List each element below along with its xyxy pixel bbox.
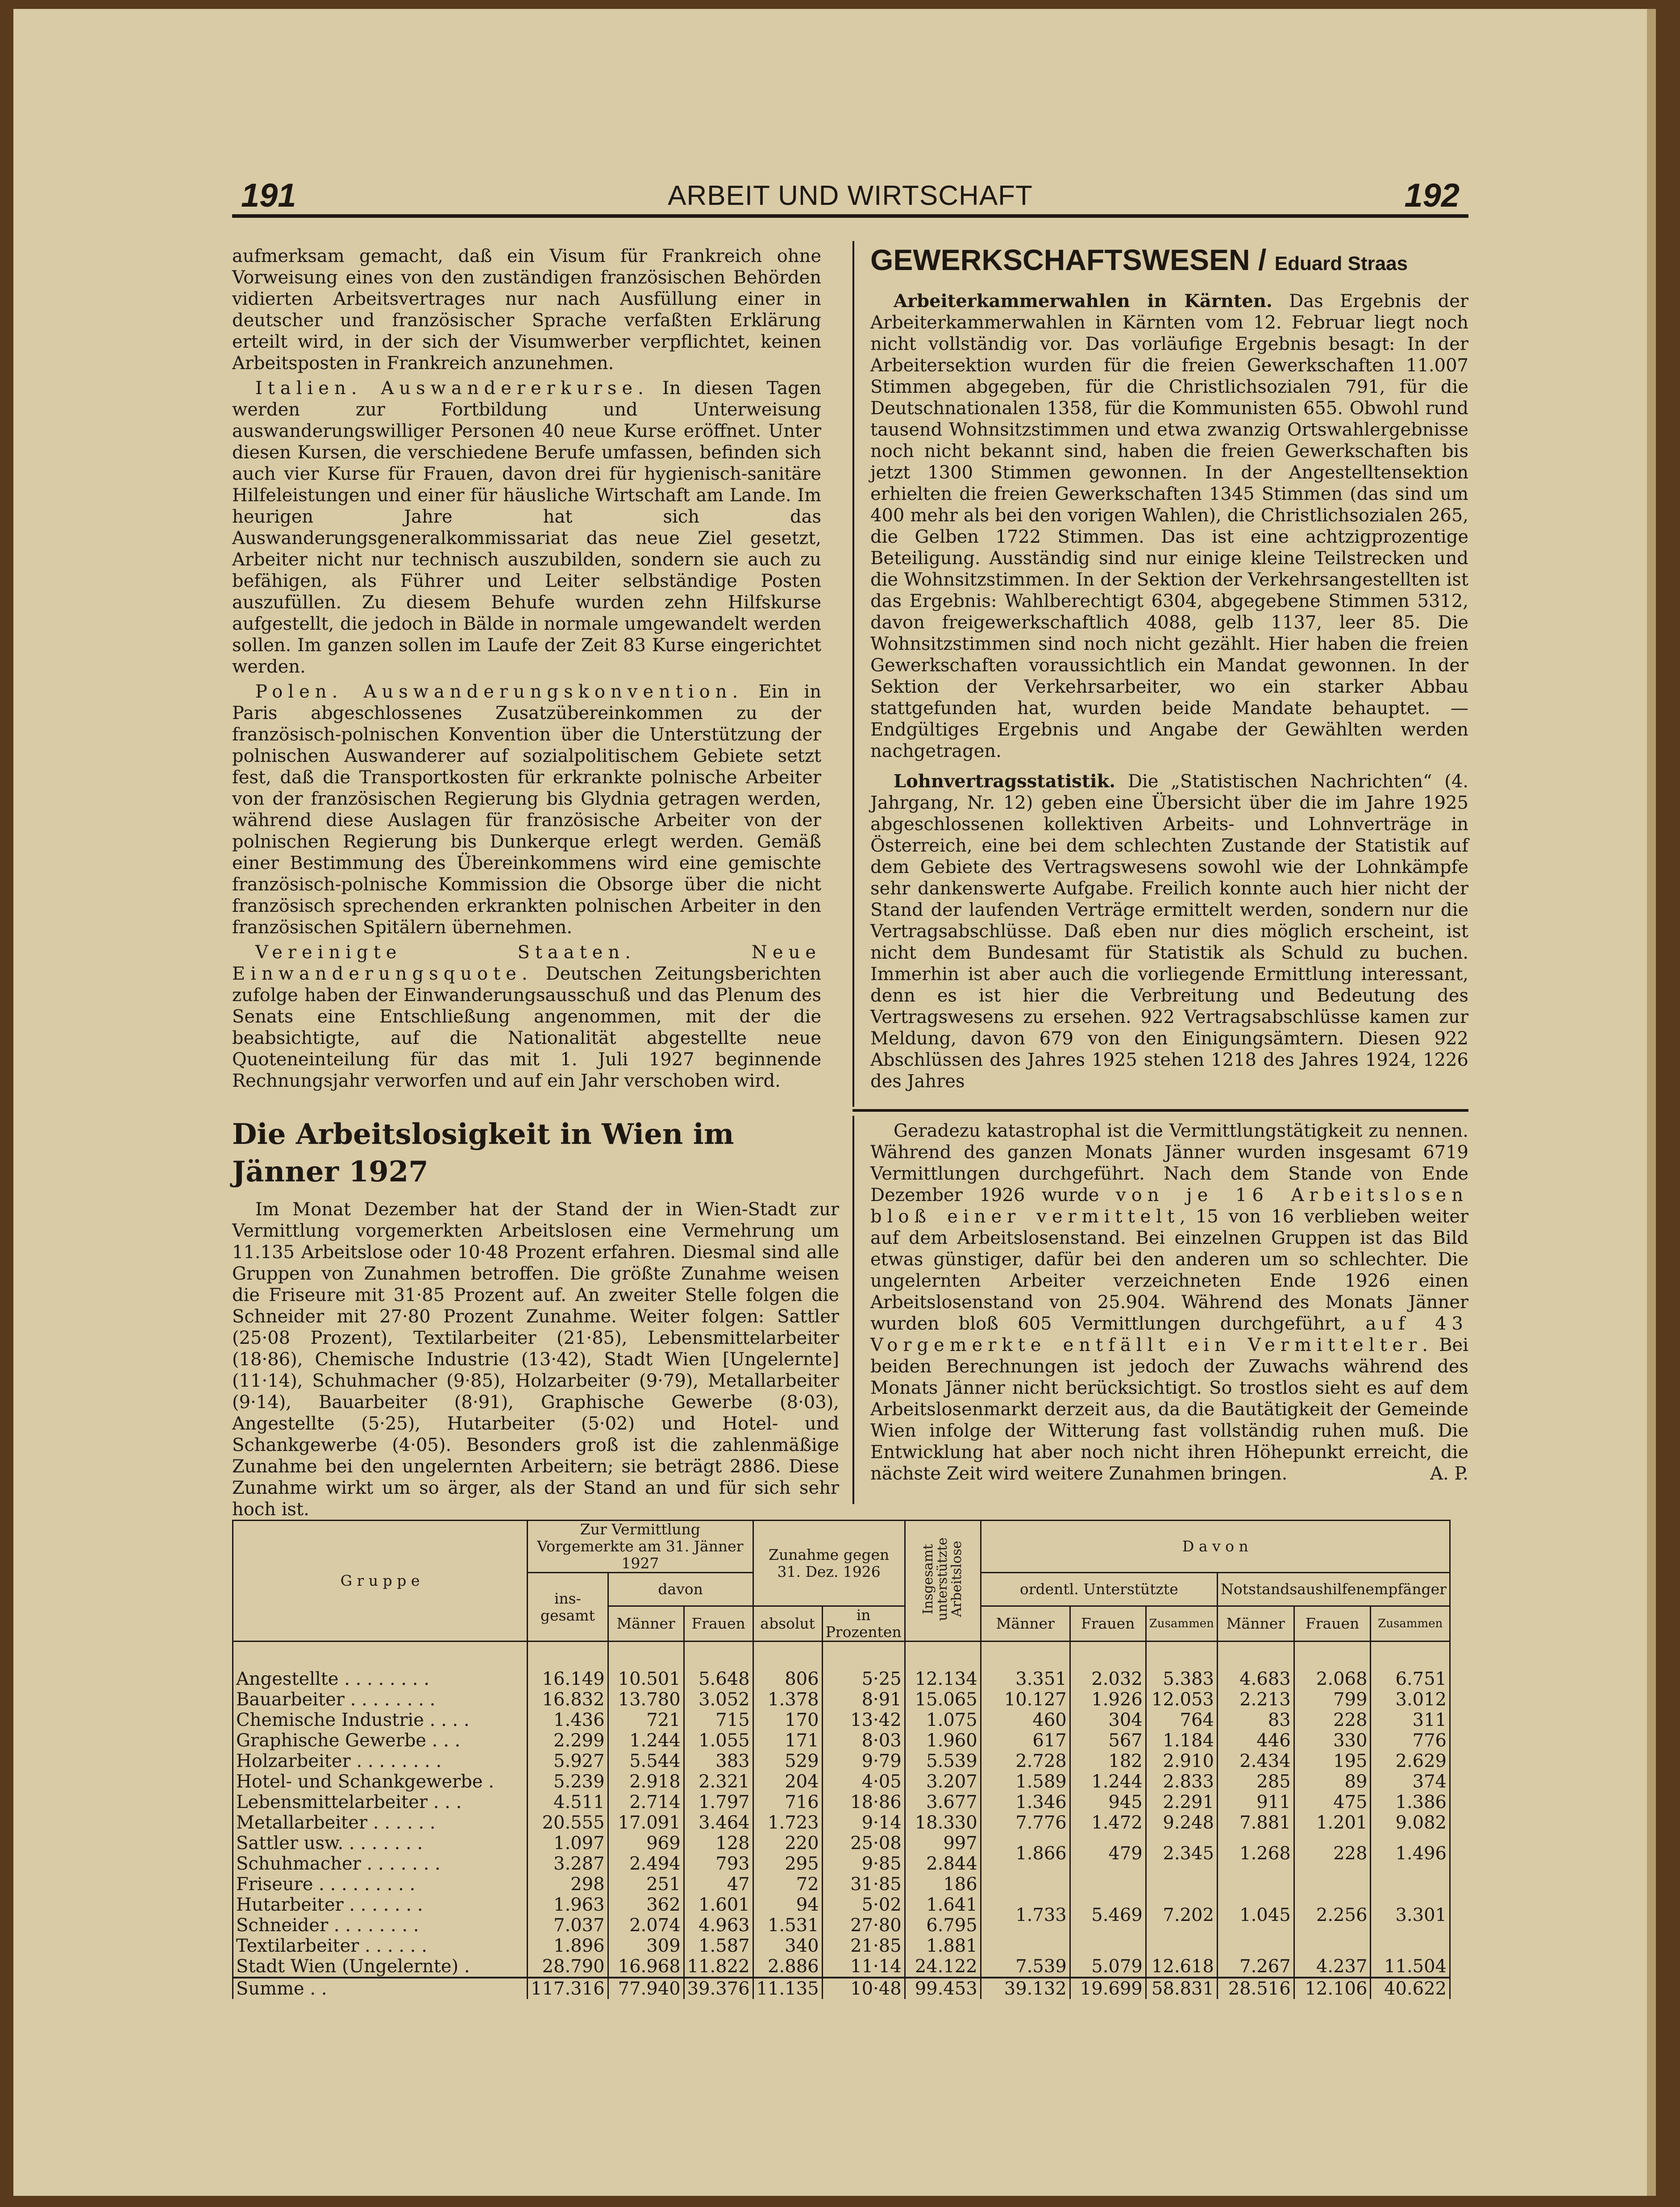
table-cell-value: 5.539 [905,1751,981,1771]
table-cell-value: 2.714 [608,1792,684,1812]
table-cell-value: 2.918 [608,1771,684,1792]
table-cell-value: 13·42 [822,1710,905,1730]
table-cell-value: 16.968 [608,1956,684,1978]
table-cell-value: 2.910 [1146,1751,1217,1771]
table-cell-value: 10·48 [822,1978,905,1999]
article-paragraph-1: Im Monat Dezember hat der Stand der in Wien-Stadt zur Vermittlung vorgemerkten Arbeitslosen eine Vermehrung um 11.135 Arbeitslose oder 10·48 Prozent erfahren. Diesmal sind alle Gruppen von Zunahmen betroffen. Die größte Zunahme weisen die Friseure mit 31·85 Prozent auf. An zweiter Stelle folgen die Schneider mit 27·80 Prozent Zunahme. Weiter folgen: Sattler (25·08 Prozent), Textilarbeiter (21·85), Lebensmittelarbeiter (18·86), Chemische Industrie (13·42), Stadt Wien [Ungelernte] (11·14), Schuhmacher (9·85), Holzarbeiter (9·79), Metallarbeiter (9·14), Bauarbeiter (8·91), Graphische Gewerbe (8·03), Angestellte (5·25), Hutarbeiter (5·02) und Hotel- und Schankgewerbe (4·05). Besonders groß ist die zahlenmäßige Zunahme bei den ungelernten Arbeitern; sie beträgt 2886. Diese Zunahme wirkt um so ärger, als der Stand an und für sich sehr hoch ist. [232,1199,839,1520]
table-cell-value: 298 [528,1874,608,1895]
table-row [233,1642,1450,1690]
table-cell-value: 304 [1070,1710,1146,1730]
mid-rule [852,1109,1468,1112]
table-cell-value: 460 [981,1710,1070,1730]
right-column [870,241,1468,1096]
th-maenner-1: Männer [608,1606,684,1642]
table-cell-group: Friseure . . . . . . . . . [233,1874,528,1895]
table-cell-value: 374 [1371,1771,1450,1792]
table-cell-group: Textilarbeiter . . . . . . [233,1936,528,1956]
table-cell-value: 11·14 [822,1956,905,1978]
table-cell-group: Summe . . [233,1978,528,1999]
table-cell-value: 83 [1217,1710,1294,1730]
table-row [233,1689,1450,1710]
table-cell-value: 4.963 [684,1915,753,1936]
table-cell-value: 12.618 [1146,1956,1217,1978]
table-cell-value: 1.436 [528,1710,608,1730]
table-cell-value: 1.963 [528,1895,608,1915]
table-row [233,1812,1450,1833]
journal-title: ARBEIT UND WIRTSCHAFT [668,180,1033,211]
table-cell-group: Sattler usw. . . . . . . . [233,1833,528,1854]
usa-text: Deutschen Zeitungsberichten zufolge haben der Einwanderungsausschuß und das Plenum des Senats eine Entschließung angenommen, mit der die beabsichtigte, auf die Nationalität abgestellte neue Quoteneinteilung für das mit 1. Juli 1927 beginnende Rechnungsjahr verworfen und auf ein Jahr verschoben wird. [232,964,821,1091]
table-cell-value: 3.287 [528,1854,608,1874]
table-row [233,1771,1450,1792]
table-cell-value: 1.589 [981,1771,1070,1792]
table-cell-value: 7.539 [981,1956,1070,1978]
th-maenner-3: Männer [1217,1606,1294,1642]
page-header [232,176,1468,212]
table-cell-group: Schuhmacher . . . . . . . [233,1854,528,1874]
table-cell-value: 295 [753,1854,822,1874]
th-davon: davon [608,1573,753,1606]
table-cell-value: 21·85 [822,1936,905,1956]
table-cell-value: 39.132 [981,1978,1070,1999]
article-title: Die Arbeitslosigkeit in Wien im Jänner 1927 [232,1118,734,1189]
th-frauen-2: Frauen [1070,1606,1146,1642]
table-cell-value: 567 [1070,1730,1146,1751]
th-maenner-2: Männer [981,1606,1070,1642]
table-cell-value: 1.244 [608,1730,684,1751]
table-cell-merged: 1.045 [1217,1874,1294,1956]
table-cell-value: 13.780 [608,1689,684,1710]
table-cell-value: 5.927 [528,1751,608,1771]
table-cell-merged: 2.256 [1294,1874,1371,1956]
th-davon-main: D a v o n [981,1521,1450,1573]
table-cell-value: 362 [608,1895,684,1915]
table-cell-value: 721 [608,1710,684,1730]
table-cell-value: 1.097 [528,1833,608,1854]
table-cell-value: 1.472 [1070,1812,1146,1833]
table-cell-value: 2.629 [1371,1751,1450,1771]
table-cell-value: 2.299 [528,1730,608,1751]
table-cell-value: 11.135 [753,1978,822,1999]
table-cell-value: 39.376 [684,1978,753,1999]
table-cell-merged: 3.301 [1371,1874,1450,1956]
th-insgesamt-unterstuetzte [905,1521,981,1642]
table-cell-merged: 7.202 [1146,1874,1217,1956]
left-paragraph-1: aufmerksam gemacht, daß ein Visum für Frankreich ohne Vorweisung eines von den zuständigen französischen Behörden vidierten Arbeitsvertrages nur nach Ausfüllung einer in deutscher und französischer Sprache verfaßten Erklärung erteilt wird, in der sich der Visumwerber verpflichtet, keinen Arbeitsposten in Frankreich anzunehmen. [232,246,821,374]
column-divider-upper [852,241,854,1107]
table-cell-value: 383 [684,1751,753,1771]
table-cell-value: 12.053 [1146,1689,1217,1710]
table-cell-value: 2.844 [905,1854,981,1874]
article-paragraph-2 [870,1120,1468,1484]
table-cell-value: 16.149 [528,1642,608,1690]
page-paper [13,9,1656,2196]
table-cell-value: 15.065 [905,1689,981,1710]
table-cell-value: 28.516 [1217,1978,1294,1999]
table-cell-value: 10.127 [981,1689,1070,1710]
table-cell-value: 2.291 [1146,1792,1217,1812]
polen-lead: Polen. Auswanderungskonvention. [255,682,744,702]
th-insgesamt: ins-gesamt [528,1573,608,1642]
table-cell-value: 4.511 [528,1792,608,1812]
table-cell-value: 9.082 [1371,1812,1450,1833]
table-cell-value: 5·25 [822,1642,905,1690]
table-cell-value: 716 [753,1792,822,1812]
table-cell-value: 117.316 [528,1978,608,1999]
table-cell-value: 2.728 [981,1751,1070,1771]
table-cell-value: 5.239 [528,1771,608,1792]
left-paragraph-usa [232,942,821,1092]
table-cell-value: 18·86 [822,1792,905,1812]
table-cell-group: Hutarbeiter . . . . . . . [233,1895,528,1915]
table-cell-value: 16.832 [528,1689,608,1710]
table-cell-value: 228 [1294,1710,1371,1730]
article-text-a: Geradezu katastrophal ist die Vermittlungstätigkeit zu nennen. Während des ganzen Monats Jänner wurden insgesamt 6719 Vermittlungen durchgeführt. Nach dem Stande von Ende Dezember 1926 wurde [870,1121,1468,1205]
table-cell-value: 2.213 [1217,1689,1294,1710]
table-cell-value: 1.201 [1294,1812,1371,1833]
table-row [233,1751,1450,1771]
table-body [233,1642,1450,1999]
table-cell-value: 24.122 [905,1956,981,1978]
table-cell-value: 2.434 [1217,1751,1294,1771]
th-ordentl: ordentl. Unterstützte [981,1573,1217,1606]
table-row [233,1792,1450,1812]
table-cell-merged: 479 [1070,1833,1146,1874]
table-cell-value: 2.321 [684,1771,753,1792]
table-cell-value: 1.346 [981,1792,1070,1812]
th-insgesamt-unterstuetzte-text: Insgesamt unterstützte Arbeitslose [920,1537,965,1621]
table-cell-merged: 2.345 [1146,1833,1217,1874]
table-cell-value: 1.797 [684,1792,753,1812]
table-cell-value: 3.052 [684,1689,753,1710]
table-cell-merged: 5.469 [1070,1874,1146,1956]
lohnvertrag-text: Die „Statistischen Nachrichten“ (4. Jahrgang, Nr. 12) geben eine Übersicht über die im Jahre 1925 abgeschlossenen kollektiven Arbeits- und Lohnverträge in Österreich, eine bei dem schlechten Zustande der Statistik auf dem Gebiete des Vertragswesens sowohl wie der Lohnkämpfe sehr dankenswerte Aufgabe. Freilich konnte auch hier nicht der Stand der laufenden Verträge ermittelt werden, sondern nur die Vertragsabschlüsse. Daß eben nur dies möglich erscheint, ist nicht dem Bundesamt für Statistik als Schuld zu buchen. Immerhin ist aber auch die vorliegende Ermittlung interessant, denn es ist hier die Verbreitung und Bedeutung des Vertragswesens zu ersehen. 922 Vertragsabschlüsse kamen zur Meldung, davon 679 von den Einigungsämtern. Diesen 922 Abschlüssen des Jahres 1925 stehen 1218 des Jahres 1924, 1226 des Jahres [870,771,1468,1092]
table-cell-value: 58.831 [1146,1978,1217,1999]
table-cell-value: 7.267 [1217,1956,1294,1978]
table-cell-value: 7.881 [1217,1812,1294,1833]
table-cell-group: Metallarbeiter . . . . . . [233,1812,528,1833]
table-cell-value: 945 [1070,1792,1146,1812]
table-cell-value: 6.751 [1371,1642,1450,1690]
table-cell-value: 170 [753,1710,822,1730]
table-cell-value: 764 [1146,1710,1217,1730]
table-cell-value: 251 [608,1874,684,1895]
table-cell-value: 7.037 [528,1915,608,1936]
table-cell-value: 28.790 [528,1956,608,1978]
table-cell-value: 182 [1070,1751,1146,1771]
table-cell-merged: 1.866 [981,1833,1070,1874]
table-cell-value: 72 [753,1874,822,1895]
th-zur-vermittlung: Zur Vermittlung Vorgemerkte am 31. Jänner 1927 [528,1521,753,1573]
table-cell-value: 2.494 [608,1854,684,1874]
table-cell-value: 99.453 [905,1978,981,1999]
polen-text: Ein in Paris abgeschlossenes Zusatzübereinkommen zu der französisch-polnischen Konvention über die Unterstützung der polnischen Auswanderer auf sozialpolitischem Gebiete setzt fest, daß die Transportkosten für erkrankte polnische Arbeiter von der französischen Regierung bis Glydnia getragen werden, während diese Auslagen für französische Arbeiter von der polnischen Regierung bis Dunkerque erlegt werden. Gemäß einer Bestimmung des Übereinkommens wird eine gemischte französisch-polnische Kommission die Obsorge über die nicht französisch sprechenden erkrankten polnischen Arbeiter in den französischen Spitälern übernehmen. [232,682,821,938]
table-cell-value: 311 [1371,1710,1450,1730]
table-cell-value: 776 [1371,1730,1450,1751]
italien-lead: Italien. Auswandererkurse. [255,378,649,399]
th-notstand: Notstandsaushilfenempfänger [1217,1573,1450,1606]
table-cell-value: 4.683 [1217,1642,1294,1690]
table-row [233,1956,1450,1978]
table-cell-value: 4·05 [822,1771,905,1792]
table-cell-merged: 228 [1294,1833,1371,1874]
table-cell-value: 1.184 [1146,1730,1217,1751]
table-cell-value: 475 [1294,1792,1371,1812]
table-cell-value: 12.134 [905,1642,981,1690]
table-cell-value: 1.960 [905,1730,981,1751]
right-paragraph-lohnvertrag [870,771,1468,1092]
table-cell-value: 969 [608,1833,684,1854]
table-cell-value: 1.641 [905,1895,981,1915]
table-cell-value: 128 [684,1833,753,1854]
table-cell-value: 3.012 [1371,1689,1450,1710]
table-cell-value: 9·85 [822,1854,905,1874]
table-cell-value: 27·80 [822,1915,905,1936]
th-gruppe: G r u p p e [233,1521,528,1642]
article-signature: A. P. [1430,1463,1468,1484]
table-cell-value: 330 [1294,1730,1371,1751]
table-cell-value: 31·85 [822,1874,905,1895]
left-column [232,245,821,1095]
th-zunahme: Zunahme gegen 31. Dez. 1926 [753,1521,905,1606]
table-cell-value: 5.648 [684,1642,753,1690]
table-cell-value: 2.833 [1146,1771,1217,1792]
table-cell-value: 2.032 [1070,1642,1146,1690]
table-cell-group: Graphische Gewerbe . . . [233,1730,528,1751]
table-cell-value: 204 [753,1771,822,1792]
table-cell-value: 195 [1294,1751,1371,1771]
table-cell-value: 806 [753,1642,822,1690]
table-cell-value: 8·03 [822,1730,905,1751]
table-cell-group: Angestellte . . . . . . . . [233,1642,528,1690]
table-cell-group: Hotel- und Schankgewerbe . [233,1771,528,1792]
table-row [233,1833,1450,1854]
italien-text: In diesen Tagen werden zur Fortbildung und Unterweisung auswanderungswilliger Personen 40 neue Kurse eröffnet. Unter diesen Kursen, die verschiedene Berufe umfassen, befinden sich auch vier Kurse für Frauen, davon drei für hygienisch-sanitäre Hilfeleistungen und einer für häusliche Wirtschaft am Lande. Im heurigen Jahre hat sich das Auswanderungsgeneralkommissariat das neue Ziel gesetzt, Arbeiter nicht nur technisch auszubilden, sondern sie auch zu befähigen, als Führer und Leiter selbständige Posten auszufüllen. Zu diesem Behufe wurden zehn Hilfskurse aufgestellt, die jedoch in Bälde in normale umgewandelt werden sollen. Im ganzen sollen im Laufe der Zeit 83 Kurse eingerichtet werden. [232,378,821,677]
right-paragraph-kaernten [870,291,1468,762]
table-cell-value: 5.383 [1146,1642,1217,1690]
table-cell-value: 3.351 [981,1642,1070,1690]
section-title [870,241,1468,283]
table-cell-group: Chemische Industrie . . . . [233,1710,528,1730]
table-cell-value: 1.244 [1070,1771,1146,1792]
table-cell-value: 5.079 [1070,1956,1146,1978]
table-cell-value: 47 [684,1874,753,1895]
th-zusammen-1: Zusammen [1146,1606,1217,1642]
kaernten-text: Das Ergebnis der Arbeiterkammerwahlen in Kärnten vom 12. Februar liegt noch nicht vollständig vor. Das vorläufige Ergebnis besagt: In der Arbeitersektion wurden für die freien Gewerkschaften 11.007 Stimmen abgegeben, für die Christlichsozialen 791, für die Deutschnationalen 1358, für die Kommunisten 655. Obwohl rund tausend Wohnsitzstimmen und etwa zwanzig Ortswahlergebnisse noch nicht bekannt sind, haben die freien Gewerkschaften bis jetzt 1300 Stimmen gewonnen. In der Angestelltensektion erhielten die freien Gewerkschaften 1345 Stimmen (das sind um 400 mehr als bei den vorigen Wahlen), die Christlichsozialen 265, die Gelben 1722 Stimmen. Das ist eine achtzigprozentige Beteiligung. Ausständig sind nur einige kleine Teilstrecken und die Wohnsitzstimmen. In der Sektion der Verkehrsangestellten ist das Ergebnis: Wahlberechtigt 6304, abgegebene Stimmen 5312, davon freigewerkschaftlich 4088, gelb 1137, leer 85. Die Wohnsitzstimmen sind noch nicht gezählt. Hier haben die freien Gewerkschaften voraussichtlich ein Mandat gewonnen. In der Sektion der Verkehrsarbeiter, wo ein starker Abbau stattgefunden hat, wurden beide Mandate behauptet. — Endgültiges Ergebnis und Angabe der Gewählten werden nachgetragen. [870,291,1468,761]
table-cell-value: 4.237 [1294,1956,1371,1978]
table-cell-value: 11.504 [1371,1956,1450,1978]
table-cell-value: 2.074 [608,1915,684,1936]
table-cell-value: 340 [753,1936,822,1956]
table-cell-value: 799 [1294,1689,1371,1710]
table-cell-merged: 1.496 [1371,1833,1450,1874]
table-cell-value: 11.822 [684,1956,753,1978]
table-cell-value: 1.881 [905,1936,981,1956]
lohnvertrag-lead: Lohnvertragsstatistik. [894,771,1116,792]
table-cell-merged: 1.268 [1217,1833,1294,1874]
table-cell-value: 5·02 [822,1895,905,1915]
table-cell-value: 1.896 [528,1936,608,1956]
table-cell-group: Lebensmittelarbeiter . . . [233,1792,528,1812]
table-cell-value: 9.248 [1146,1812,1217,1833]
table-cell-group: Schneider . . . . . . . . [233,1915,528,1936]
article-column-right [870,1120,1468,1488]
table-cell-value: 89 [1294,1771,1371,1792]
table-cell-value: 1.378 [753,1689,822,1710]
table-cell-value: 793 [684,1854,753,1874]
th-zusammen-2: Zusammen [1371,1606,1450,1642]
table-cell-value: 309 [608,1936,684,1956]
table-row [233,1978,1450,1999]
table-cell-value: 186 [905,1874,981,1895]
table-cell-value: 17.091 [608,1812,684,1833]
page-number-left: 191 [241,177,296,214]
table-row [233,1874,1450,1895]
section-title-separator: / [1258,243,1267,276]
table-cell-value: 529 [753,1751,822,1771]
table-cell-value: 8·91 [822,1689,905,1710]
section-author: Eduard Straas [1274,253,1408,274]
table-cell-value: 617 [981,1730,1070,1751]
table-cell-value: 3.207 [905,1771,981,1792]
table-cell-value: 911 [1217,1792,1294,1812]
th-frauen-3: Frauen [1294,1606,1371,1642]
table-cell-value: 3.677 [905,1792,981,1812]
table-cell-group: Bauarbeiter . . . . . . . . [233,1689,528,1710]
table-cell-value: 12.106 [1294,1978,1371,1999]
table-cell-value: 20.555 [528,1812,608,1833]
table-cell-value: 9·14 [822,1812,905,1833]
table-cell-value: 1.531 [753,1915,822,1936]
th-absolut: absolut [753,1606,822,1642]
page-number-right: 192 [1404,177,1460,214]
table-cell-value: 1.386 [1371,1792,1450,1812]
header-rule [232,214,1468,218]
table-cell-value: 715 [684,1710,753,1730]
article-text-c: . Bei beiden Berechnungen ist jedoch der Zuwachs während des Monats Jänner nicht berücksichtigt. So trostlos sieht es auf dem Arbeitslosenmarkt derzeit aus, da die Bautätigkeit der Gemeinde Wien infolge der Witterung fast vollständig ruhen muß. Die Entwicklung hat aber noch nicht ihren Höhepunkt erreicht, die nächste Zeit wird weitere Zunahmen bringen. [870,1335,1468,1484]
table-cell-group: Holzarbeiter . . . . . . . . [233,1751,528,1771]
unemployment-table [232,1520,1451,1999]
table-cell-value: 2.886 [753,1956,822,1978]
table-cell-value: 25·08 [822,1833,905,1854]
table-cell-value: 6.795 [905,1915,981,1936]
table-row [233,1730,1450,1751]
left-paragraph-italien [232,378,821,677]
table-cell-value: 9·79 [822,1751,905,1771]
article-column-left [232,1116,839,1524]
article-text-b: , 15 von 16 verblieben weiter auf dem Arbeitslosenstand. Bei einzelnen Gruppen ist das Bild etwas günstiger, dafür bei den anderen um so schlechter. Die ungelernten Arbeiter verzeichneten Ende 1926 einen Arbeitslosenstand von 25.904. Während des Monats Jänner wurden bloß 605 Vermittlungen durchgeführt, [870,1206,1469,1334]
kaernten-lead: Arbeiterkammerwahlen in Kärnten. [894,291,1272,312]
table-cell-value: 77.940 [608,1978,684,1999]
table-cell-value: 3.464 [684,1812,753,1833]
table-cell-value: 5.544 [608,1751,684,1771]
table-cell-merged: 1.733 [981,1874,1070,1956]
table-cell-value: 10.501 [608,1642,684,1690]
table-cell-value: 1.926 [1070,1689,1146,1710]
table-cell-value: 7.776 [981,1812,1070,1833]
table-cell-value: 446 [1217,1730,1294,1751]
table-cell-value: 997 [905,1833,981,1854]
table-cell-value: 40.622 [1371,1978,1450,1999]
article-spaced-2: auf 43 Vorgemerkte entfällt ein Vermittelter [870,1313,1469,1355]
table-cell-value: 171 [753,1730,822,1751]
left-paragraph-polen [232,681,821,938]
table-cell-value: 18.330 [905,1812,981,1833]
table-row [233,1710,1450,1730]
section-title-text: GEWERKSCHAFTSWESEN [870,243,1250,276]
table-cell-value: 285 [1217,1771,1294,1792]
table-cell-value: 1.075 [905,1710,981,1730]
table-cell-value: 94 [753,1895,822,1915]
table-cell-value: 1.055 [684,1730,753,1751]
th-prozent: in Prozenten [822,1606,905,1642]
table-cell-value: 19.699 [1070,1978,1146,1999]
usa-lead: Vereinigte Staaten. Neue Einwanderungsquote. [232,942,821,984]
table-cell-value: 2.068 [1294,1642,1371,1690]
table-cell-value: 1.723 [753,1812,822,1833]
th-frauen-1: Frauen [684,1606,753,1642]
table-cell-group: Stadt Wien (Ungelernte) . [233,1956,528,1978]
table-cell-value: 220 [753,1833,822,1854]
table-cell-value: 1.587 [684,1936,753,1956]
column-divider-lower [852,1116,854,1504]
table-cell-value: 1.601 [684,1895,753,1915]
article-spaced-1: von je 16 Arbeitslosen bloß einer vermittelt [870,1185,1469,1227]
